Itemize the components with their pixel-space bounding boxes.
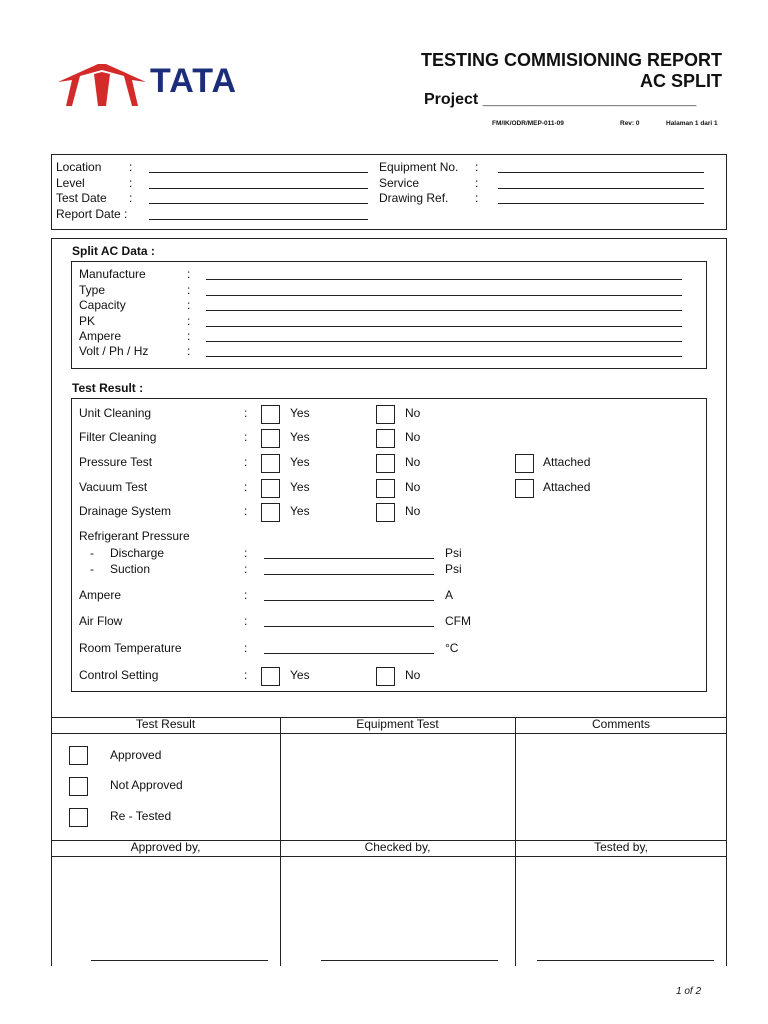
pressure-test-no-checkbox[interactable] [376, 454, 395, 473]
test-date-label: Test Date [56, 191, 107, 205]
report-date-line[interactable] [149, 219, 368, 220]
tested-by-signature-line[interactable] [537, 960, 714, 961]
no-label: No [405, 504, 421, 518]
drawing-ref-label: Drawing Ref. [379, 191, 449, 205]
air-flow-label: Air Flow [79, 614, 123, 628]
ampere-unit: A [445, 588, 454, 602]
cfm-unit: CFM [445, 614, 471, 628]
yes-label: Yes [290, 668, 310, 682]
control-setting-label: Control Setting [79, 668, 159, 682]
filter-cleaning-label: Filter Cleaning [79, 430, 157, 444]
tested-by-header: Tested by, [594, 840, 648, 854]
psi-unit: Psi [445, 562, 462, 576]
discharge-label: Discharge [110, 546, 165, 560]
colon: : [244, 641, 248, 655]
no-label: No [405, 406, 421, 420]
colon: : [244, 562, 248, 576]
drainage-system-label: Drainage System [79, 504, 172, 518]
dash: - [90, 562, 94, 576]
air-flow-line[interactable] [264, 626, 434, 627]
celsius-unit: °C [445, 641, 459, 655]
doc-code: FM/IK/ODR/MEP-011-09 [492, 120, 564, 127]
service-line[interactable] [498, 188, 704, 189]
vacuum-test-label: Vacuum Test [79, 480, 148, 494]
refrigerant-pressure-label: Refrigerant Pressure [79, 529, 190, 543]
vacuum-test-yes-checkbox[interactable] [261, 479, 280, 498]
pk-label: PK [79, 314, 96, 328]
colon: : [129, 160, 133, 174]
report-title: TESTING COMMISIONING REPORT [420, 50, 722, 70]
drainage-system-no-checkbox[interactable] [376, 503, 395, 522]
drainage-system-yes-checkbox[interactable] [261, 503, 280, 522]
unit-cleaning-yes-checkbox[interactable] [261, 405, 280, 424]
approved-checkbox[interactable] [69, 746, 88, 765]
retested-label: Re - Tested [110, 809, 172, 823]
yes-label: Yes [290, 504, 310, 518]
approved-by-signature-line[interactable] [91, 960, 268, 961]
attached-label: Attached [543, 480, 591, 494]
psi-unit: Psi [445, 546, 462, 560]
level-line[interactable] [149, 188, 368, 189]
pressure-test-attached-checkbox[interactable] [515, 454, 534, 473]
report-subtitle: AC SPLIT [639, 71, 722, 91]
yes-label: Yes [290, 406, 310, 420]
no-label: No [405, 430, 421, 444]
room-temperature-line[interactable] [264, 653, 434, 654]
colon: : [244, 546, 248, 560]
page-of: Halaman 1 dari 1 [666, 120, 718, 127]
ampere-test-label: Ampere [79, 588, 122, 602]
filter-cleaning-yes-checkbox[interactable] [261, 429, 280, 448]
service-label: Service [379, 176, 420, 190]
yes-label: Yes [290, 430, 310, 444]
pressure-test-label: Pressure Test [79, 455, 153, 469]
not-approved-checkbox[interactable] [69, 777, 88, 796]
pressure-test-yes-checkbox[interactable] [261, 454, 280, 473]
test-date-line[interactable] [149, 203, 368, 204]
split-ac-heading: Split AC Data : [72, 244, 155, 258]
approved-label: Approved [110, 748, 162, 762]
colon: : [475, 176, 479, 190]
split-ac-box [71, 261, 707, 369]
no-label: No [405, 455, 421, 469]
tata-logo-icon [58, 60, 146, 106]
colon: : [244, 430, 248, 444]
colon: : [244, 480, 248, 494]
discharge-line[interactable] [264, 558, 434, 559]
footer-page-number: 1 of 2 [676, 986, 702, 997]
yes-label: Yes [290, 455, 310, 469]
test-result-heading: Test Result : [72, 381, 144, 395]
drawing-ref-line[interactable] [498, 203, 704, 204]
type-line[interactable] [206, 295, 682, 296]
manufacture-line[interactable] [206, 279, 682, 280]
volt-line[interactable] [206, 356, 682, 357]
colon: : [244, 588, 248, 602]
checked-by-signature-line[interactable] [321, 960, 498, 961]
yes-label: Yes [290, 480, 310, 494]
colon: : [244, 406, 248, 420]
col-comments: Comments [591, 717, 650, 731]
colon: : [244, 455, 248, 469]
grid-line [51, 856, 727, 857]
ampere-test-line[interactable] [264, 600, 434, 601]
retested-checkbox[interactable] [69, 808, 88, 827]
colon: : [187, 298, 191, 312]
grid-line [51, 733, 727, 734]
vacuum-test-attached-checkbox[interactable] [515, 479, 534, 498]
col-test-result: Test Result [135, 717, 196, 731]
colon: : [244, 504, 248, 518]
colon: : [475, 160, 479, 174]
logo-text: TATA [150, 62, 238, 100]
vacuum-test-no-checkbox[interactable] [376, 479, 395, 498]
volt-label: Volt / Ph / Hz [79, 344, 149, 358]
dash: - [90, 546, 94, 560]
attached-label: Attached [543, 455, 591, 469]
no-label: No [405, 480, 421, 494]
location-label: Location [56, 160, 102, 174]
checked-by-header: Checked by, [364, 840, 431, 854]
ampere-line[interactable] [206, 341, 682, 342]
colon: : [187, 329, 191, 343]
suction-label: Suction [110, 562, 151, 576]
capacity-label: Capacity [79, 298, 126, 312]
approved-by-header: Approved by, [130, 840, 201, 854]
equipment-no-label: Equipment No. [379, 160, 459, 174]
unit-cleaning-label: Unit Cleaning [79, 406, 152, 420]
report-date-label: Report Date : [56, 207, 128, 221]
colon: : [475, 191, 479, 205]
type-label: Type [79, 283, 106, 297]
level-label: Level [56, 176, 85, 190]
control-setting-yes-checkbox[interactable] [261, 667, 280, 686]
capacity-line[interactable] [206, 310, 682, 311]
location-line[interactable] [149, 172, 368, 173]
colon: : [244, 668, 248, 682]
colon: : [187, 267, 191, 281]
colon: : [129, 176, 133, 190]
pk-line[interactable] [206, 326, 682, 327]
colon: : [187, 283, 191, 297]
suction-line[interactable] [264, 574, 434, 575]
control-setting-no-checkbox[interactable] [376, 667, 395, 686]
no-label: No [405, 668, 421, 682]
room-temperature-label: Room Temperature [79, 641, 182, 655]
equipment-no-line[interactable] [498, 172, 704, 173]
not-approved-label: Not Approved [110, 778, 183, 792]
ampere-label: Ampere [79, 329, 122, 343]
manufacture-label: Manufacture [79, 267, 146, 281]
colon: : [129, 191, 133, 205]
colon: : [244, 614, 248, 628]
colon: : [187, 344, 191, 358]
project-field: Project ________________________ [424, 91, 697, 108]
unit-cleaning-no-checkbox[interactable] [376, 405, 395, 424]
revision: Rev: 0 [620, 120, 640, 127]
colon: : [187, 314, 191, 328]
col-equipment-test: Equipment Test [356, 717, 439, 731]
filter-cleaning-no-checkbox[interactable] [376, 429, 395, 448]
